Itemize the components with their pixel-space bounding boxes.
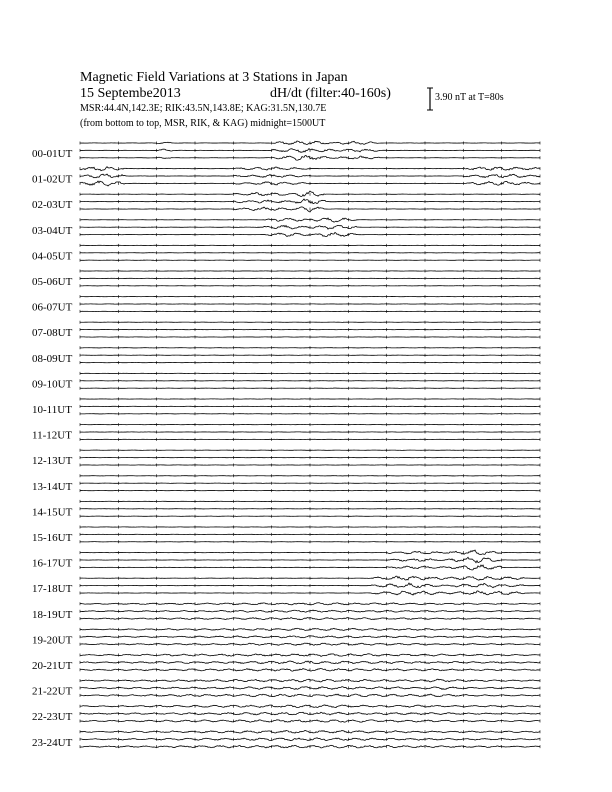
quantity-label: dH/dt (filter:40-160s) [270,86,391,101]
hour-label: 05-06UT [32,276,73,288]
hour-label: 12-13UT [32,455,73,468]
hour-label: 14-15UT [32,506,73,519]
hour-label: 06-07UT [32,301,73,314]
hour-label: 20-21UT [32,660,73,672]
scale-label: 3.90 nT at T=80s [435,92,504,103]
hour-label: 10-11UT [32,404,72,416]
hour-label: 19-20UT [32,634,73,647]
hour-label: 15-16UT [32,532,73,544]
hour-label: 01-02UT [32,173,73,186]
hour-label: 09-10UT [32,378,73,391]
hour-label: 23-24UT [32,736,73,749]
hour-label: 04-05UT [32,250,73,263]
hour-label: 07-08UT [32,327,73,340]
hour-label: 11-12UT [32,429,72,442]
hour-label: 02-03UT [32,199,73,212]
order-note: (from bottom to top, MSR, RIK, & KAG) midnight=1500UT [80,118,326,129]
stations-label: MSR:44.4N,142.3E; RIK:43.5N,143.8E; KAG:31.5N,130.7E [80,103,327,114]
title: Magnetic Field Variations at 3 Stations in Japan [80,70,348,85]
hour-label: 03-04UT [32,224,73,237]
date-label: 15 Septembe2013 [80,86,181,101]
hour-label: 13-14UT [32,480,73,493]
hour-label: 22-23UT [32,711,73,724]
hour-label: 18-19UT [32,608,73,621]
hour-label: 17-18UT [32,583,73,596]
hour-label: 16-17UT [32,557,73,570]
hour-label: 21-22UT [32,685,73,698]
hour-label: 00-01UT [32,148,73,160]
hour-label: 08-09UT [32,352,73,365]
